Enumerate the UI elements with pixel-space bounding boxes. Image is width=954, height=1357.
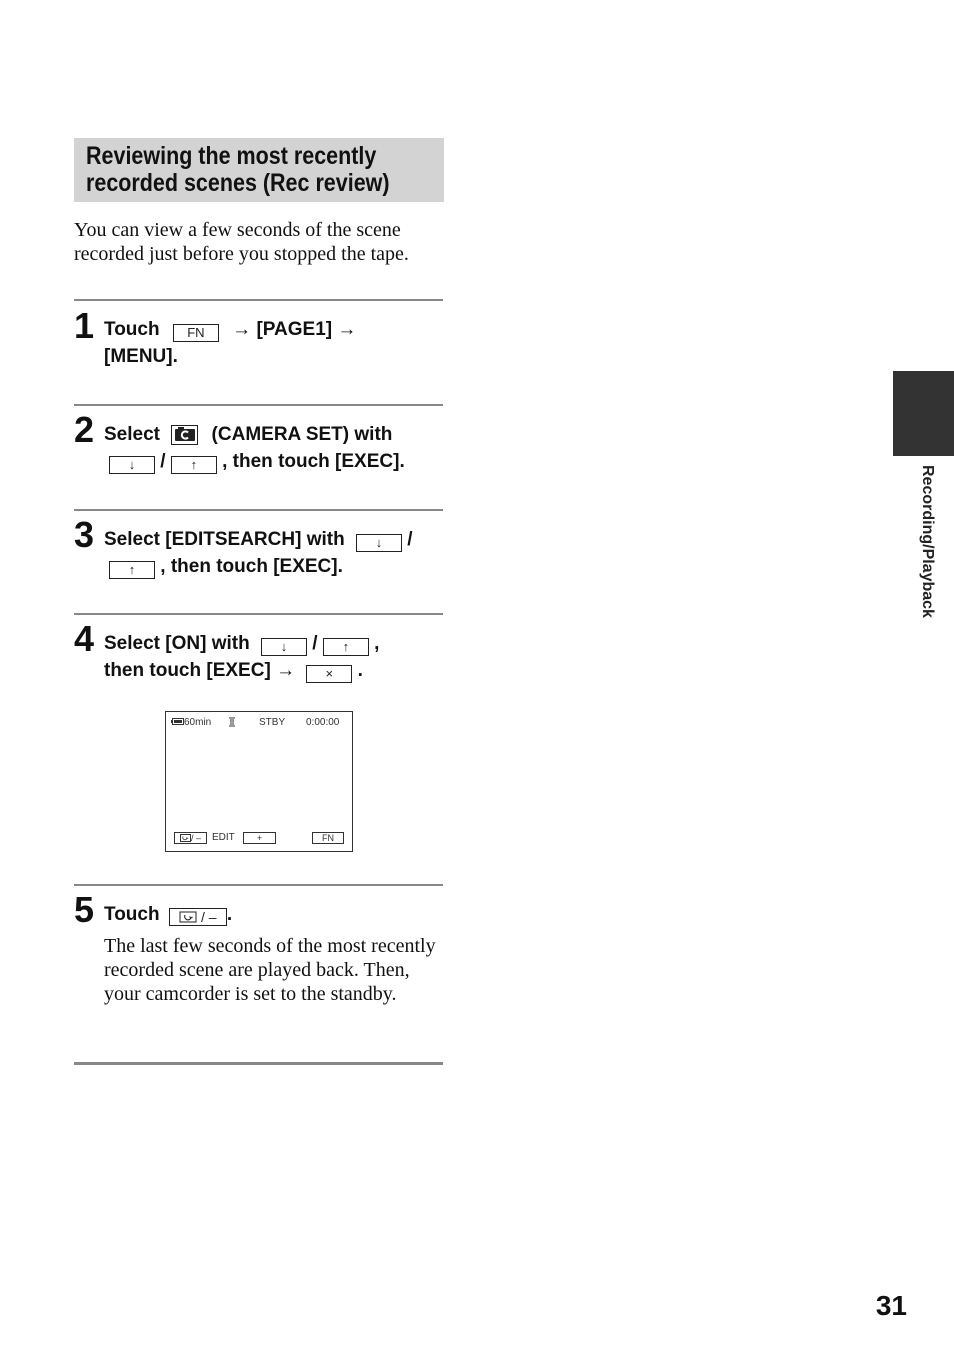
period: . <box>226 904 233 925</box>
step-2-divider <box>74 404 443 406</box>
rec-review-key[interactable] <box>169 908 227 926</box>
step-2-text <box>104 421 449 475</box>
arrow-icon: → <box>337 319 357 340</box>
step-4-then: then touch [EXEC] <box>104 660 271 681</box>
rec-review-minus: / – <box>190 833 201 843</box>
step-2-number: 2 <box>74 409 95 450</box>
step-5-touch: Touch <box>104 904 160 925</box>
chapter-tab-label: Recording/Playback <box>919 465 936 618</box>
step-2-then: , then touch [EXEC]. <box>222 451 405 472</box>
step-3-divider <box>74 509 443 511</box>
status-text: STBY <box>259 717 286 728</box>
rec-review-minus: / – <box>201 909 217 925</box>
battery-indicator <box>171 717 211 729</box>
arrow-icon: → <box>276 660 296 681</box>
lcd-screen-illustration <box>165 711 353 852</box>
timecode: 0:00:00 <box>306 717 340 728</box>
step-1-text <box>104 316 449 370</box>
plus-button[interactable]: + <box>243 832 276 844</box>
section-end-divider <box>74 1062 443 1065</box>
rec-review-icon <box>179 911 197 923</box>
step-4-select: Select [ON] with <box>104 633 250 654</box>
chapter-tab <box>893 371 954 456</box>
step-5-number: 5 <box>74 889 95 930</box>
tape-icon <box>228 717 236 731</box>
intro-paragraph: You can view a few seconds of the scene recorded just before you stopped the tape. <box>74 219 409 265</box>
section-heading <box>74 138 444 202</box>
rec-review-button[interactable] <box>174 832 207 844</box>
slash: / <box>312 633 318 654</box>
step-4-text <box>104 630 449 684</box>
step-3-then: , then touch [EXEC]. <box>160 556 343 577</box>
step-4-divider <box>74 613 443 615</box>
slash: / <box>407 529 413 550</box>
step-1-divider <box>74 299 443 301</box>
page-number: 31 <box>875 1290 907 1321</box>
arrow-icon: → <box>232 319 252 340</box>
battery-icon <box>171 718 184 725</box>
step-5-text <box>104 901 449 928</box>
cassette-icon <box>228 717 236 727</box>
period: . <box>357 660 363 681</box>
step-1-menu: [MENU]. <box>104 346 178 367</box>
battery-remaining: 60min <box>184 717 212 728</box>
camera-set-icon[interactable] <box>171 425 198 445</box>
step-2-select: Select <box>104 424 160 445</box>
section-title-line-2: recorded scenes (Rec review) <box>86 169 390 197</box>
step-3-select: Select [EDITSEARCH] with <box>104 529 345 550</box>
section-title-line-1: Reviewing the most recently <box>86 142 377 170</box>
step-3-number: 3 <box>74 514 95 555</box>
up-arrow-key[interactable]: ↑ <box>323 638 369 656</box>
step-5-divider <box>74 884 443 886</box>
edit-label: EDIT <box>212 832 235 843</box>
up-arrow-key[interactable]: ↑ <box>109 561 155 579</box>
comma: , <box>374 633 380 654</box>
step-4-number: 4 <box>74 618 95 659</box>
close-key[interactable]: × <box>306 665 352 683</box>
fn-key[interactable]: FN <box>173 324 219 342</box>
up-arrow-key[interactable]: ↑ <box>171 456 217 474</box>
camera-icon <box>173 426 197 443</box>
step-1-number: 1 <box>74 305 95 346</box>
step-2-camera-set: (CAMERA SET) with <box>211 424 393 445</box>
step-3-text <box>104 526 449 580</box>
fn-button[interactable]: FN <box>312 832 344 844</box>
step-1-touch: Touch <box>104 319 160 340</box>
down-arrow-key[interactable]: ↓ <box>356 534 402 552</box>
step-5-description: The last few seconds of the most recently recorded scene are played back. Then, your camcorder is set to the standby. <box>104 935 436 1005</box>
step-1-page1: [PAGE1] <box>256 319 333 340</box>
down-arrow-key[interactable]: ↓ <box>109 456 155 474</box>
down-arrow-key[interactable]: ↓ <box>261 638 307 656</box>
rec-review-icon <box>180 834 191 842</box>
slash: / <box>160 451 166 472</box>
